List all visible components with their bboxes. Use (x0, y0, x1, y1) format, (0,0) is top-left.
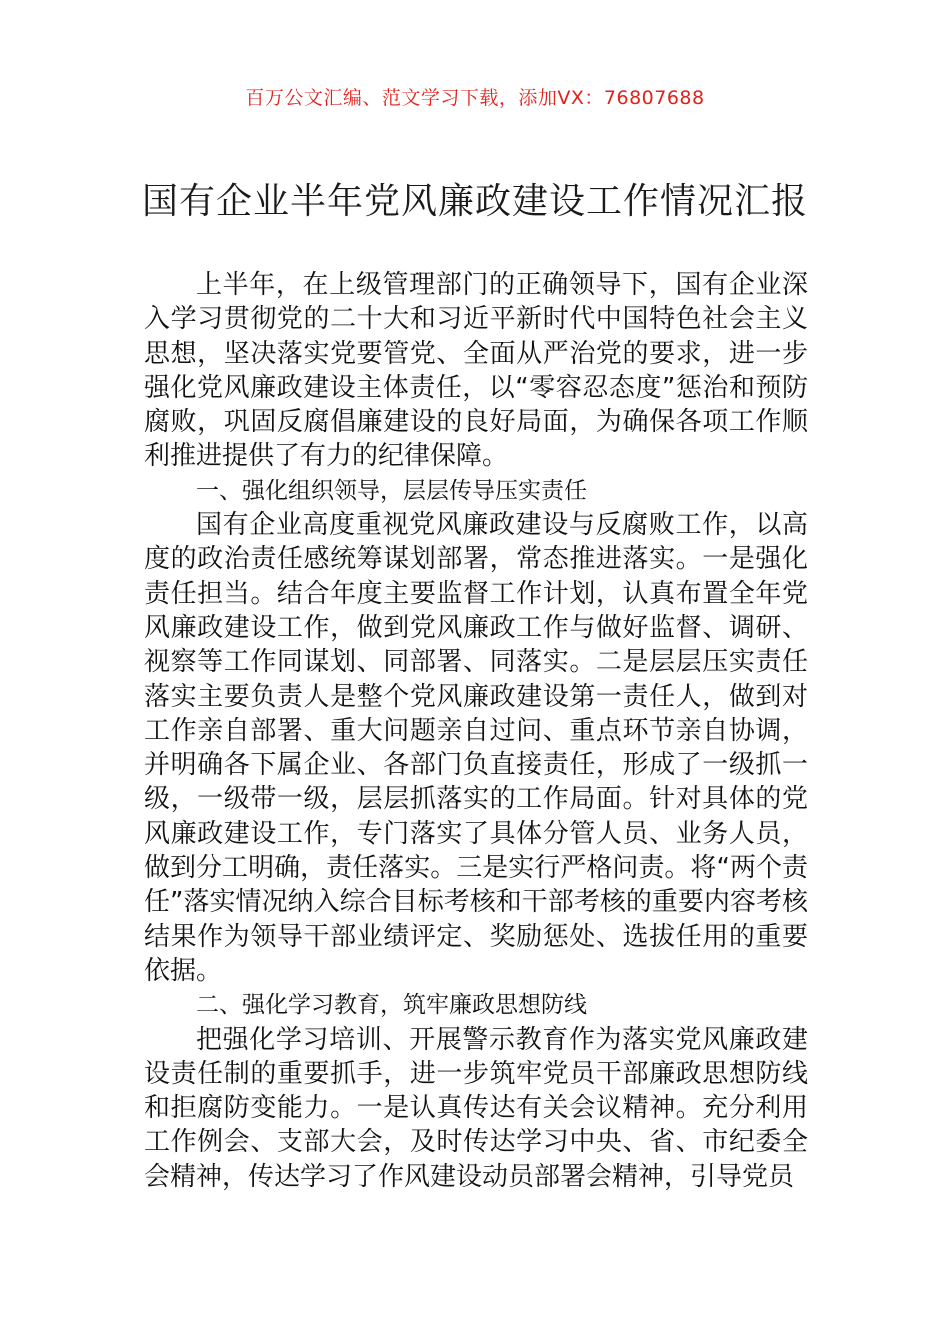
section-heading-1: 一、强化组织领导，层层传导压实责任 (196, 477, 587, 504)
document-title: 国有企业半年党风廉政建设工作情况汇报 (141, 181, 808, 222)
download-banner: 百万公文汇编、范文学习下载，添加VX：76807688 (245, 87, 705, 109)
section-heading-2: 二、强化学习教育，筑牢廉政思想防线 (196, 992, 587, 1019)
document-body (144, 268, 808, 1194)
section-1-paragraph: 国有企业高度重视党风廉政建设与反腐败工作，以高度的政治责任感统筹谋划部署，常态推进落实。一是强化责任担当。结合年度主要监督工作计划，认真布置全年党风廉政建设工作，做到党风廉政工作与做好监督、调研、视察等工作同谋划、同部署、同落实。二是层层压实责任落实主要负责人是整个党风廉政建设第一责任人，做到对工作亲自部署、重大问题亲自过问、重点环节亲自协调，并明确各下属企业、各部门负直接责任，形成了一级抓一级，一级带一级，层层抓落实的工作局面。针对具体的党风廉政建设工作，专门落实了具体分管人员、业务人员，做到分工明确，责任落实。三是实行严格问责。将“两个责任”落实情况纳入综合目标考核和干部考核的重要内容考核结果作为领导干部业绩评定、奖励惩处、选拔任用的重要依据。 (144, 510, 808, 986)
intro-paragraph: 上半年，在上级管理部门的正确领导下，国有企业深入学习贯彻党的二十大和习近平新时代中国特色社会主义思想，坚决落实党要管党、全面从严治党的要求，进一步强化党风廉政建设主体责任，以“零容忍态度”惩治和预防腐败，巩固反腐倡廉建设的良好局面，为确保各项工作顺利推进提供了有力的纪律保障。 (144, 270, 808, 472)
section-2-paragraph: 把强化学习培训、开展警示教育作为落实党风廉政建设责任制的重要抓手，进一步筑牢党员干部廉政思想防线和拒腐防变能力。一是认真传达有关会议精神。充分利用工作例会、支部大会，及时传达学习中央、省、市纪委全会精神，传达学习了作风建设动员部署会精神，引导党员 (144, 1024, 808, 1192)
